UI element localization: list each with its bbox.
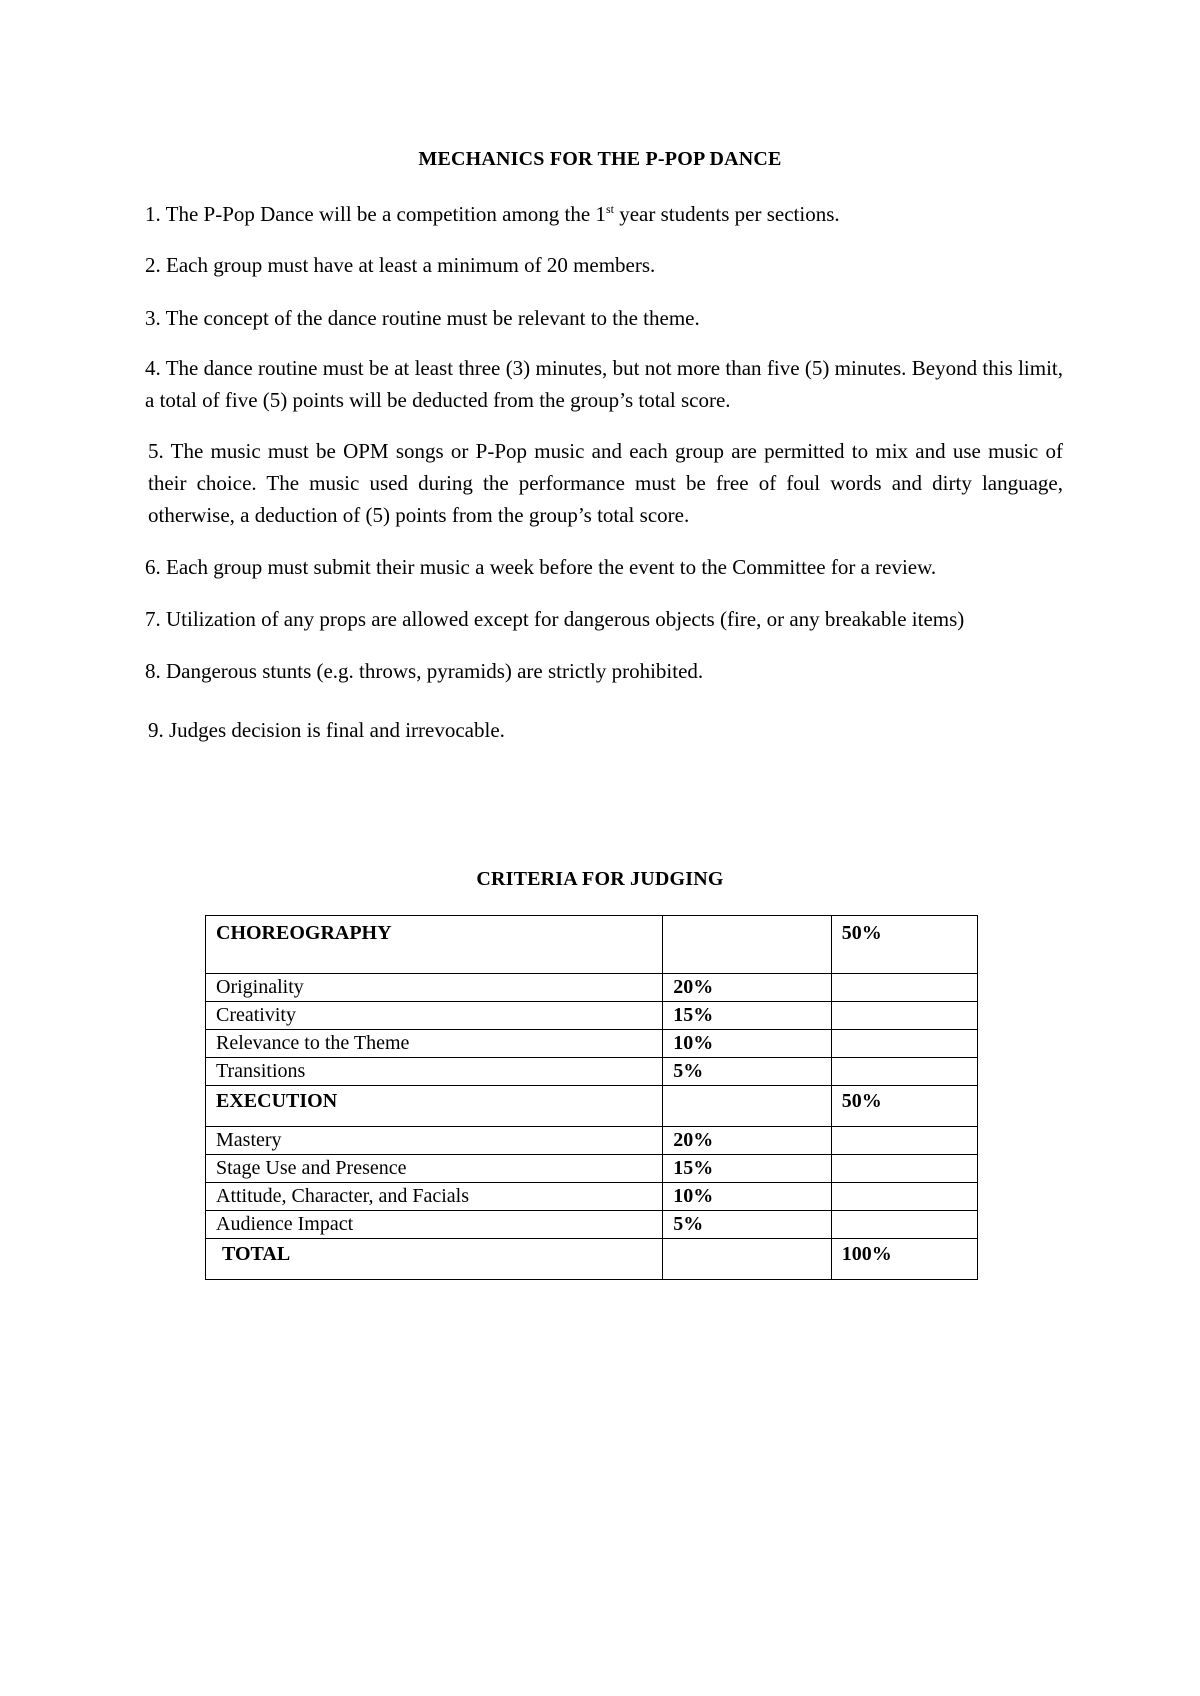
rule-2: 2. Each group must have at least a minimum of 20 members.	[145, 253, 656, 277]
category-label: EXECUTION	[206, 1086, 663, 1127]
rule-6: 6. Each group must submit their music a week before the event to the Committee for a review.	[145, 555, 937, 579]
criterion-label: Audience Impact	[206, 1211, 663, 1239]
empty-cell	[663, 1086, 832, 1127]
empty-cell	[831, 1183, 977, 1211]
empty-cell	[831, 1002, 977, 1030]
table-row	[206, 1183, 978, 1211]
criterion-label: Creativity	[206, 1002, 663, 1030]
table-row	[206, 974, 978, 1002]
category-label: CHOREOGRAPHY	[206, 916, 663, 974]
criterion-weight: 20%	[663, 1127, 832, 1155]
empty-cell	[663, 1239, 832, 1280]
table-row-execution	[206, 1086, 978, 1127]
criteria-table	[205, 915, 978, 1280]
table-row	[206, 1030, 978, 1058]
empty-cell	[831, 1058, 977, 1086]
empty-cell	[831, 1211, 977, 1239]
empty-cell	[831, 1030, 977, 1058]
criterion-label: Relevance to the Theme	[206, 1030, 663, 1058]
category-total: 50%	[831, 1086, 977, 1127]
category-total: 50%	[831, 916, 977, 974]
criterion-weight: 15%	[663, 1155, 832, 1183]
rule-4: 4. The dance routine must be at least three (3) minutes, but not more than five (5) minutes. Beyond this limit, a total of five (5) points will be deducted from the group’s total score.	[145, 356, 1063, 412]
total-value: 100%	[831, 1239, 977, 1280]
rule-5: 5. The music must be OPM songs or P-Pop music and each group are permitted to mix and use music of their choice. The music used during the performance must be free of foul words and dirty language, otherwise, a deduction of (5) points from the group’s total score.	[148, 439, 1063, 527]
table-row	[206, 1155, 978, 1183]
rule-1	[145, 198, 1063, 230]
rule-1-text: 1. The P-Pop Dance will be a competition among the 1	[145, 202, 606, 226]
empty-cell	[663, 916, 832, 974]
table-row	[206, 1058, 978, 1086]
criterion-label: Transitions	[206, 1058, 663, 1086]
criterion-label: Originality	[206, 974, 663, 1002]
criterion-label: Attitude, Character, and Facials	[206, 1183, 663, 1211]
rule-7: 7. Utilization of any props are allowed except for dangerous objects (fire, or any breakable items)	[145, 607, 965, 631]
criterion-weight: 20%	[663, 974, 832, 1002]
criterion-label: Stage Use and Presence	[206, 1155, 663, 1183]
table-row	[206, 1127, 978, 1155]
table-row-total	[206, 1239, 978, 1280]
table-row	[206, 1002, 978, 1030]
total-label: TOTAL	[206, 1239, 663, 1280]
page-title: MECHANICS FOR THE P-POP DANCE	[418, 148, 782, 170]
criterion-weight: 10%	[663, 1183, 832, 1211]
criterion-label: Mastery	[206, 1127, 663, 1155]
criterion-weight: 5%	[663, 1058, 832, 1086]
criterion-weight: 15%	[663, 1002, 832, 1030]
rules-list	[145, 198, 1063, 746]
criterion-weight: 10%	[663, 1030, 832, 1058]
criteria-title: CRITERIA FOR JUDGING	[476, 868, 724, 890]
table-row	[206, 1211, 978, 1239]
empty-cell	[831, 974, 977, 1002]
rule-8: 8. Dangerous stunts (e.g. throws, pyramids) are strictly prohibited.	[145, 659, 704, 683]
empty-cell	[831, 1127, 977, 1155]
criterion-weight: 5%	[663, 1211, 832, 1239]
empty-cell	[831, 1155, 977, 1183]
rule-9: 9. Judges decision is final and irrevocable.	[148, 718, 505, 742]
rule-3: 3. The concept of the dance routine must be relevant to the theme.	[145, 306, 700, 330]
rule-1-superscript: st	[605, 202, 614, 216]
rule-1-text-end: year students per sections.	[613, 202, 840, 226]
table-row-choreography	[206, 916, 978, 974]
